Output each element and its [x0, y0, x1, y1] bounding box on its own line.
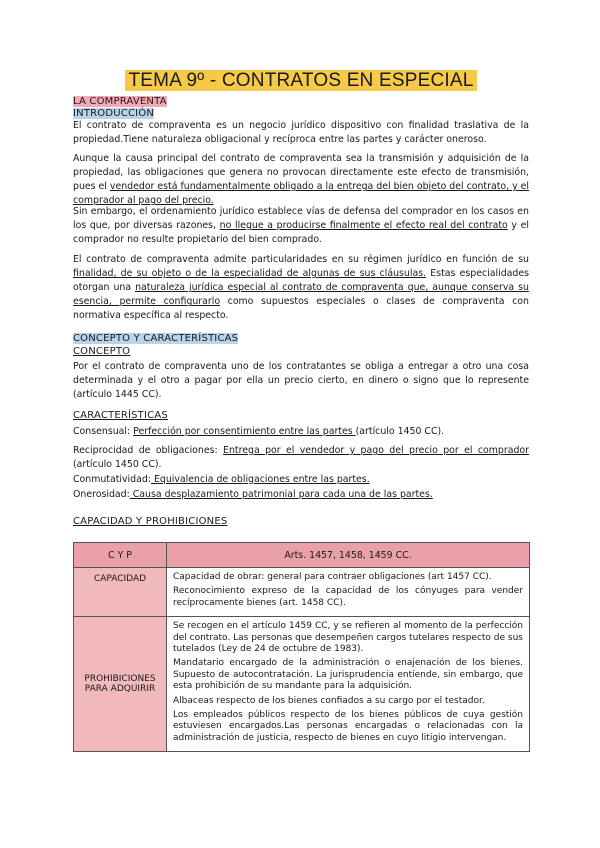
table-row	[74, 568, 530, 617]
table-row	[74, 617, 530, 752]
table-header-articles: Arts. 1457, 1458, 1459 CC.	[167, 543, 530, 568]
row-content-capacidad: Capacidad de obrar: general para contraer obligaciones (art 1457 CC). Reconocimiento expreso de la capacidad de los cónyuges para vender recíprocamente bienes (art. 1458 CC).	[167, 568, 530, 617]
intro-paragraph-1: El contrato de compraventa es un negocio jurídico dispositivo con finalidad traslativa de la propiedad.Tiene naturaleza obligacional y recíproca entre las partes y carácter oneroso.	[73, 120, 529, 146]
characteristic-conmutatividad: Conmutatividad: Equivalencia de obligaciones entre las partes.	[73, 474, 370, 485]
subheading-introduccion: INTRODUCCIÓN	[73, 108, 155, 119]
characteristic-onerosidad: Onerosidad: Causa desplazamiento patrimonial para cada una de las partes.	[73, 489, 433, 500]
capacity-table	[73, 542, 530, 752]
page-title: TEMA 9º - CONTRATOS EN ESPECIAL	[73, 70, 529, 92]
section-heading-concepto: CONCEPTO Y CARACTERÍSTICAS	[73, 333, 239, 344]
section-heading-compraventa: LA COMPRAVENTA	[73, 96, 167, 107]
intro-paragraph-2: Aunque la causa principal del contrato de compraventa sea la transmisión y adquisición de la propiedad, las obligaciones que genera no provocan directamente este efecto de transmisión, pues el vendedor está fundamentalmente obligado a la entrega del bien objeto del contrato, y el comprador al pago del precio.	[73, 153, 529, 207]
table-header-cyp: C Y P	[74, 543, 167, 568]
subheading-capacidad: CAPACIDAD Y PROHIBICIONES	[73, 516, 228, 527]
row-content-prohibiciones: Se recogen en el artículo 1459 CC, y se refieren al momento de la perfección del contrato. Las personas que desempeñen cargos tutelares respecto de sus tutelados (Ley de 24 de octubre de 1983). Mandatario encargado de la administración o enajenación de los bienes. Supuesto de autocontratación. La jurisprudencia entiende, sin embargo, que esta prohibición de su mandante para la adquisición. Albaceas respecto de los bienes confiados a su cargo por el testador. Los empleados públicos respecto de los bienes públicos de cuya gestión estuviesen encargados.Las personas encargadas o relacionadas con la administración de justicia, respecto de bienes en cuyo litigio intervengan.	[167, 617, 530, 752]
table-header-row	[74, 543, 530, 568]
row-label-capacidad: CAPACIDAD	[74, 568, 167, 617]
intro-paragraph-4: El contrato de compraventa admite particularidades en su régimen jurídico en función de su finalidad, de su objeto o de la especialidad de algunas de sus cláusulas. Estas especialidades otorgan una naturaleza jurídica especial al contrato de compraventa que, aunque conserva su esencia, permite configurarlo como supuestos especiales o clases de compraventa con normativa específica al respecto.	[73, 254, 529, 322]
concept-paragraph: Por el contrato de compraventa uno de los contratantes se obliga a entregar a otro una cosa determinada y el otro a pagar por ella un precio cierto, en dinero o signo que lo represente (artículo 1445 CC).	[73, 361, 529, 401]
subheading-caracteristicas: CARACTERÍSTICAS	[73, 410, 168, 421]
characteristic-reciprocidad: Reciprocidad de obligaciones: Entrega por el vendedor y pago del precio por el comprador (artículo 1450 CC).	[73, 445, 530, 471]
intro-paragraph-3: Sin embargo, el ordenamiento jurídico establece vías de defensa del comprador en los casos en los que, por diversas razones, no llegue a producirse finalmente el efecto real del contrato y el comprador no resulte propietario del bien comprado.	[73, 206, 529, 246]
row-label-prohibiciones: PROHIBICIONES PARA ADQUIRIR	[74, 617, 167, 752]
characteristic-consensual: Consensual: Perfección por consentimiento entre las partes (artículo 1450 CC).	[73, 426, 445, 437]
subheading-concepto: CONCEPTO	[73, 346, 131, 357]
